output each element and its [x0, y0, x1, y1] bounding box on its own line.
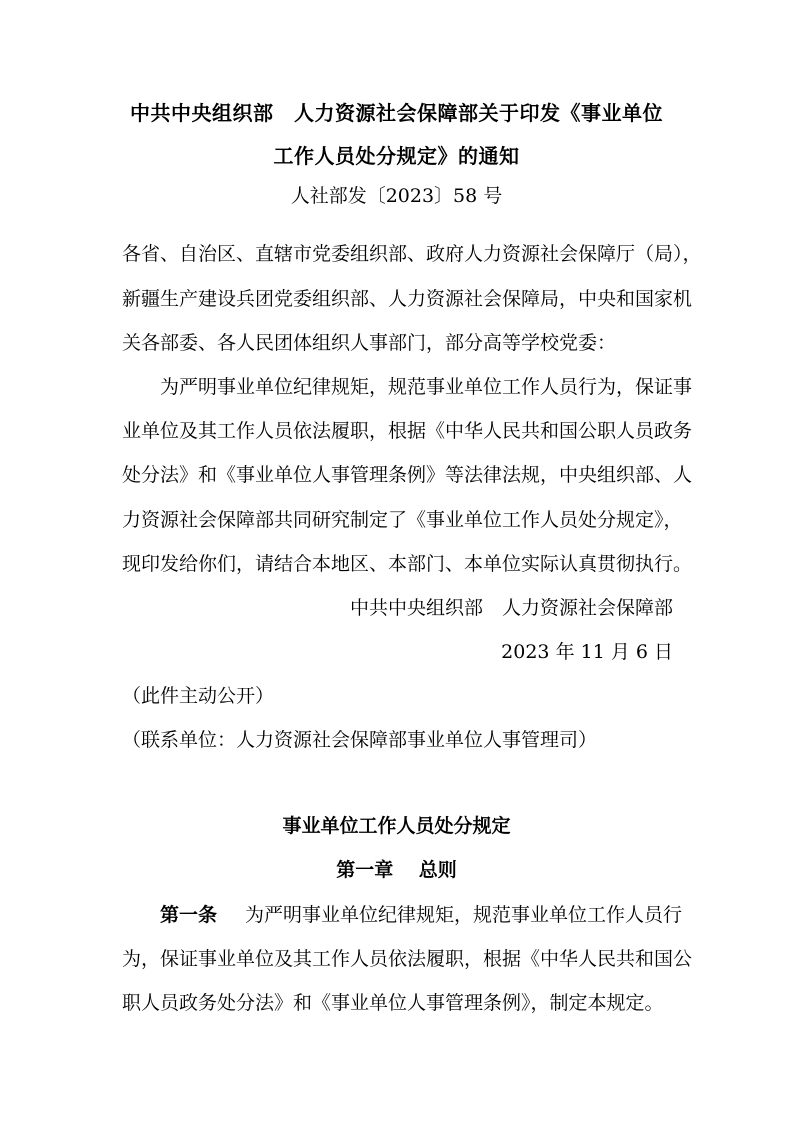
body-line-5: 现印发给你们，请结合本地区、本部门、本单位实际认真贯彻执行。	[122, 553, 693, 575]
chapter-heading: 第一章 总则	[336, 859, 457, 881]
recipients-line-3: 关各部委、各人民团体组织人事部门，部分高等学校党委：	[122, 332, 617, 354]
article-1-line-2: 为，保证事业单位及其工作人员依法履职，根据《中华人民共和国公	[122, 948, 693, 970]
body-line-2: 业单位及其工作人员依法履职，根据《中华人民共和国公职人员政务	[122, 420, 693, 442]
issue-date: 2023 年 11 月 6 日	[501, 641, 673, 663]
regulation-title: 事业单位工作人员处分规定	[282, 815, 511, 837]
body-line-3: 处分法》和《事业单位人事管理条例》等法律法规，中央组织部、人	[122, 464, 693, 486]
article-1-line-1: 为严明事业单位纪律规矩，规范事业单位工作人员行	[245, 904, 683, 926]
contact-note: （联系单位：人力资源社会保障部事业单位人事管理司）	[122, 729, 598, 751]
body-line-4: 力资源社会保障部共同研究制定了《事业单位工作人员处分规定》，	[122, 509, 683, 531]
body-line-1: 为严明事业单位纪律规矩，规范事业单位工作人员行为，保证事	[160, 376, 693, 398]
notice-title-line1: 中共中央组织部 人力资源社会保障部关于印发《事业单位	[130, 101, 663, 125]
article-1-label: 第一条	[160, 904, 218, 926]
signatory: 中共中央组织部 人力资源社会保障部	[349, 597, 673, 619]
recipients-line-1: 各省、自治区、直辖市党委组织部、政府人力资源社会保障厅（局），	[122, 243, 702, 265]
notice-title-line2: 工作人员处分规定》的通知	[273, 144, 520, 168]
recipients-line-2: 新疆生产建设兵团党委组织部、人力资源社会保障局，中央和国家机	[122, 288, 693, 310]
disclosure-note: （此件主动公开）	[122, 685, 275, 707]
document-number: 人社部发〔2023〕58 号	[290, 185, 503, 207]
article-1-line-3: 职人员政务处分法》和《事业单位人事管理条例》，制定本规定。	[122, 992, 664, 1014]
